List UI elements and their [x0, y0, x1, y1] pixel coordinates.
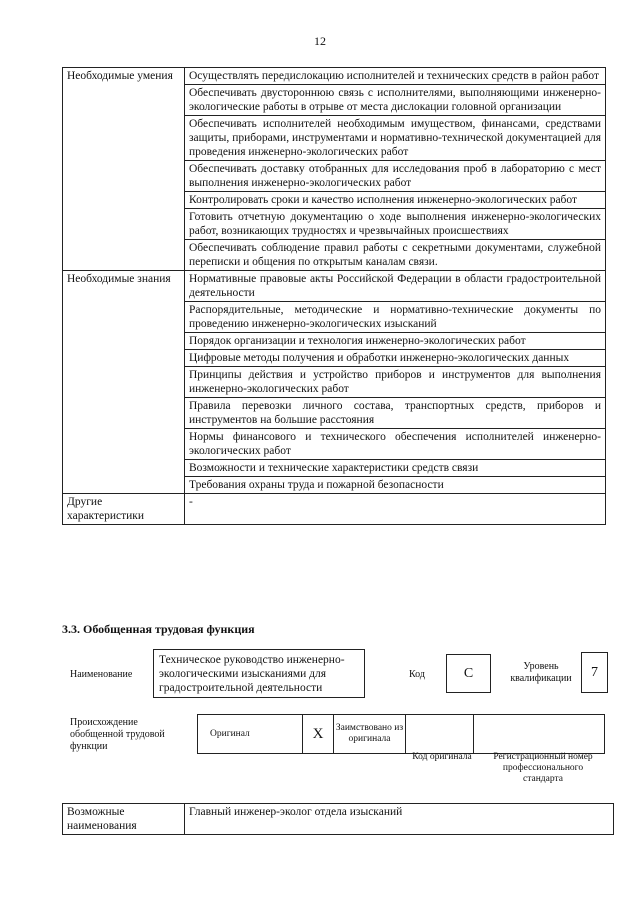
table-row — [63, 68, 606, 85]
original-mark-cell — [302, 714, 334, 754]
knowledge-item: Возможности и технические характеристики средств связи — [185, 460, 606, 477]
code-value-box: C — [446, 654, 491, 693]
code-label: Код — [409, 669, 425, 680]
section-title: 3.3. Обобщенная трудовая функция — [62, 622, 255, 636]
skill-item: Осуществлять передислокацию исполнителей и технических средств в район работ — [185, 68, 606, 85]
original-cell — [197, 714, 303, 754]
skill-item: Обеспечивать доставку отобранных для исследования проб в лабораторию с мест выполнения инженерно-экологических работ — [185, 161, 606, 192]
row-label-other: Другие характеристики — [63, 494, 185, 525]
skill-item: Готовить отчетную документацию о ходе выполнения инженерно-экологических работ, возникающих трудностях и чрезвычайных происшествиях — [185, 209, 606, 240]
knowledge-item: Цифровые методы получения и обработки инженерно-экологических данных — [185, 350, 606, 367]
code-original-label: Код оригинала — [412, 752, 472, 762]
origin-label: Происхождение обобщенной трудовой функции — [70, 717, 165, 752]
knowledge-item: Принципы действия и устройство приборов и инструментов для выполнения инженерно-экологических работ — [185, 367, 606, 398]
knowledge-item: Распорядительные, методические и нормативно-технические документы по проведению инженерно-экологических изысканий — [185, 302, 606, 333]
level-value-box: 7 — [581, 652, 608, 693]
knowledge-item: Нормативные правовые акты Российской Федерации в области градостроительной деятельности — [185, 271, 606, 302]
reg-number-label: Регистрационный номер профессионального стандарта — [493, 752, 593, 784]
original-label: Оригинал — [210, 728, 250, 739]
skill-item: Обеспечивать исполнителей необходимым имуществом, финансами, средствами защиты, приборами, инструментами и нормативно-технической документацией для проведения инженерно-экологических работ — [185, 116, 606, 161]
original-mark: X — [312, 725, 324, 742]
skill-item: Обеспечивать соблюдение правил работы с секретными документами, служебной переписки и общения по открытым каналам связи. — [185, 240, 606, 271]
skills-knowledge-table — [62, 67, 606, 525]
origin-row — [197, 714, 605, 754]
knowledge-item: Требования охраны труда и пожарной безопасности — [185, 477, 606, 494]
skill-item: Обеспечивать двустороннюю связь с исполнителями, выполняющими инженерно-экологические работы в отрыве от места дислокации головной организации — [185, 85, 606, 116]
knowledge-item: Правила перевозки личного состава, транспортных средств, приборов и инструментов на большие расстояния — [185, 398, 606, 429]
table-row — [63, 494, 606, 525]
table-row — [63, 804, 614, 835]
row-label-skills: Необходимые умения — [63, 68, 185, 271]
knowledge-item: Порядок организации и технология инженерно-экологических работ — [185, 333, 606, 350]
table-row — [63, 271, 606, 302]
borrowed-cell — [333, 714, 406, 754]
row-label-knowledge: Необходимые знания — [63, 271, 185, 494]
skill-item: Контролировать сроки и качество исполнения инженерно-экологических работ — [185, 192, 606, 209]
code-original-cell — [405, 714, 474, 754]
page-number: 12 — [314, 34, 326, 48]
possible-names-label: Возможные наименования — [63, 804, 185, 835]
borrowed-label: Заимствовано из оригинала — [335, 723, 404, 744]
name-label: Наименование — [70, 669, 133, 680]
other-item: - — [185, 494, 606, 525]
knowledge-item: Нормы финансового и технического обеспечения исполнителей инженерно-экологических работ — [185, 429, 606, 460]
possible-names-table — [62, 803, 614, 835]
reg-number-cell — [473, 714, 605, 754]
name-value-box: Техническое руководство инженерно-экологическими изысканиями для градостроительной деятельности — [153, 649, 365, 698]
level-label: Уровень квалификации — [510, 661, 572, 684]
possible-names-value: Главный инженер-эколог отдела изысканий — [185, 804, 614, 835]
